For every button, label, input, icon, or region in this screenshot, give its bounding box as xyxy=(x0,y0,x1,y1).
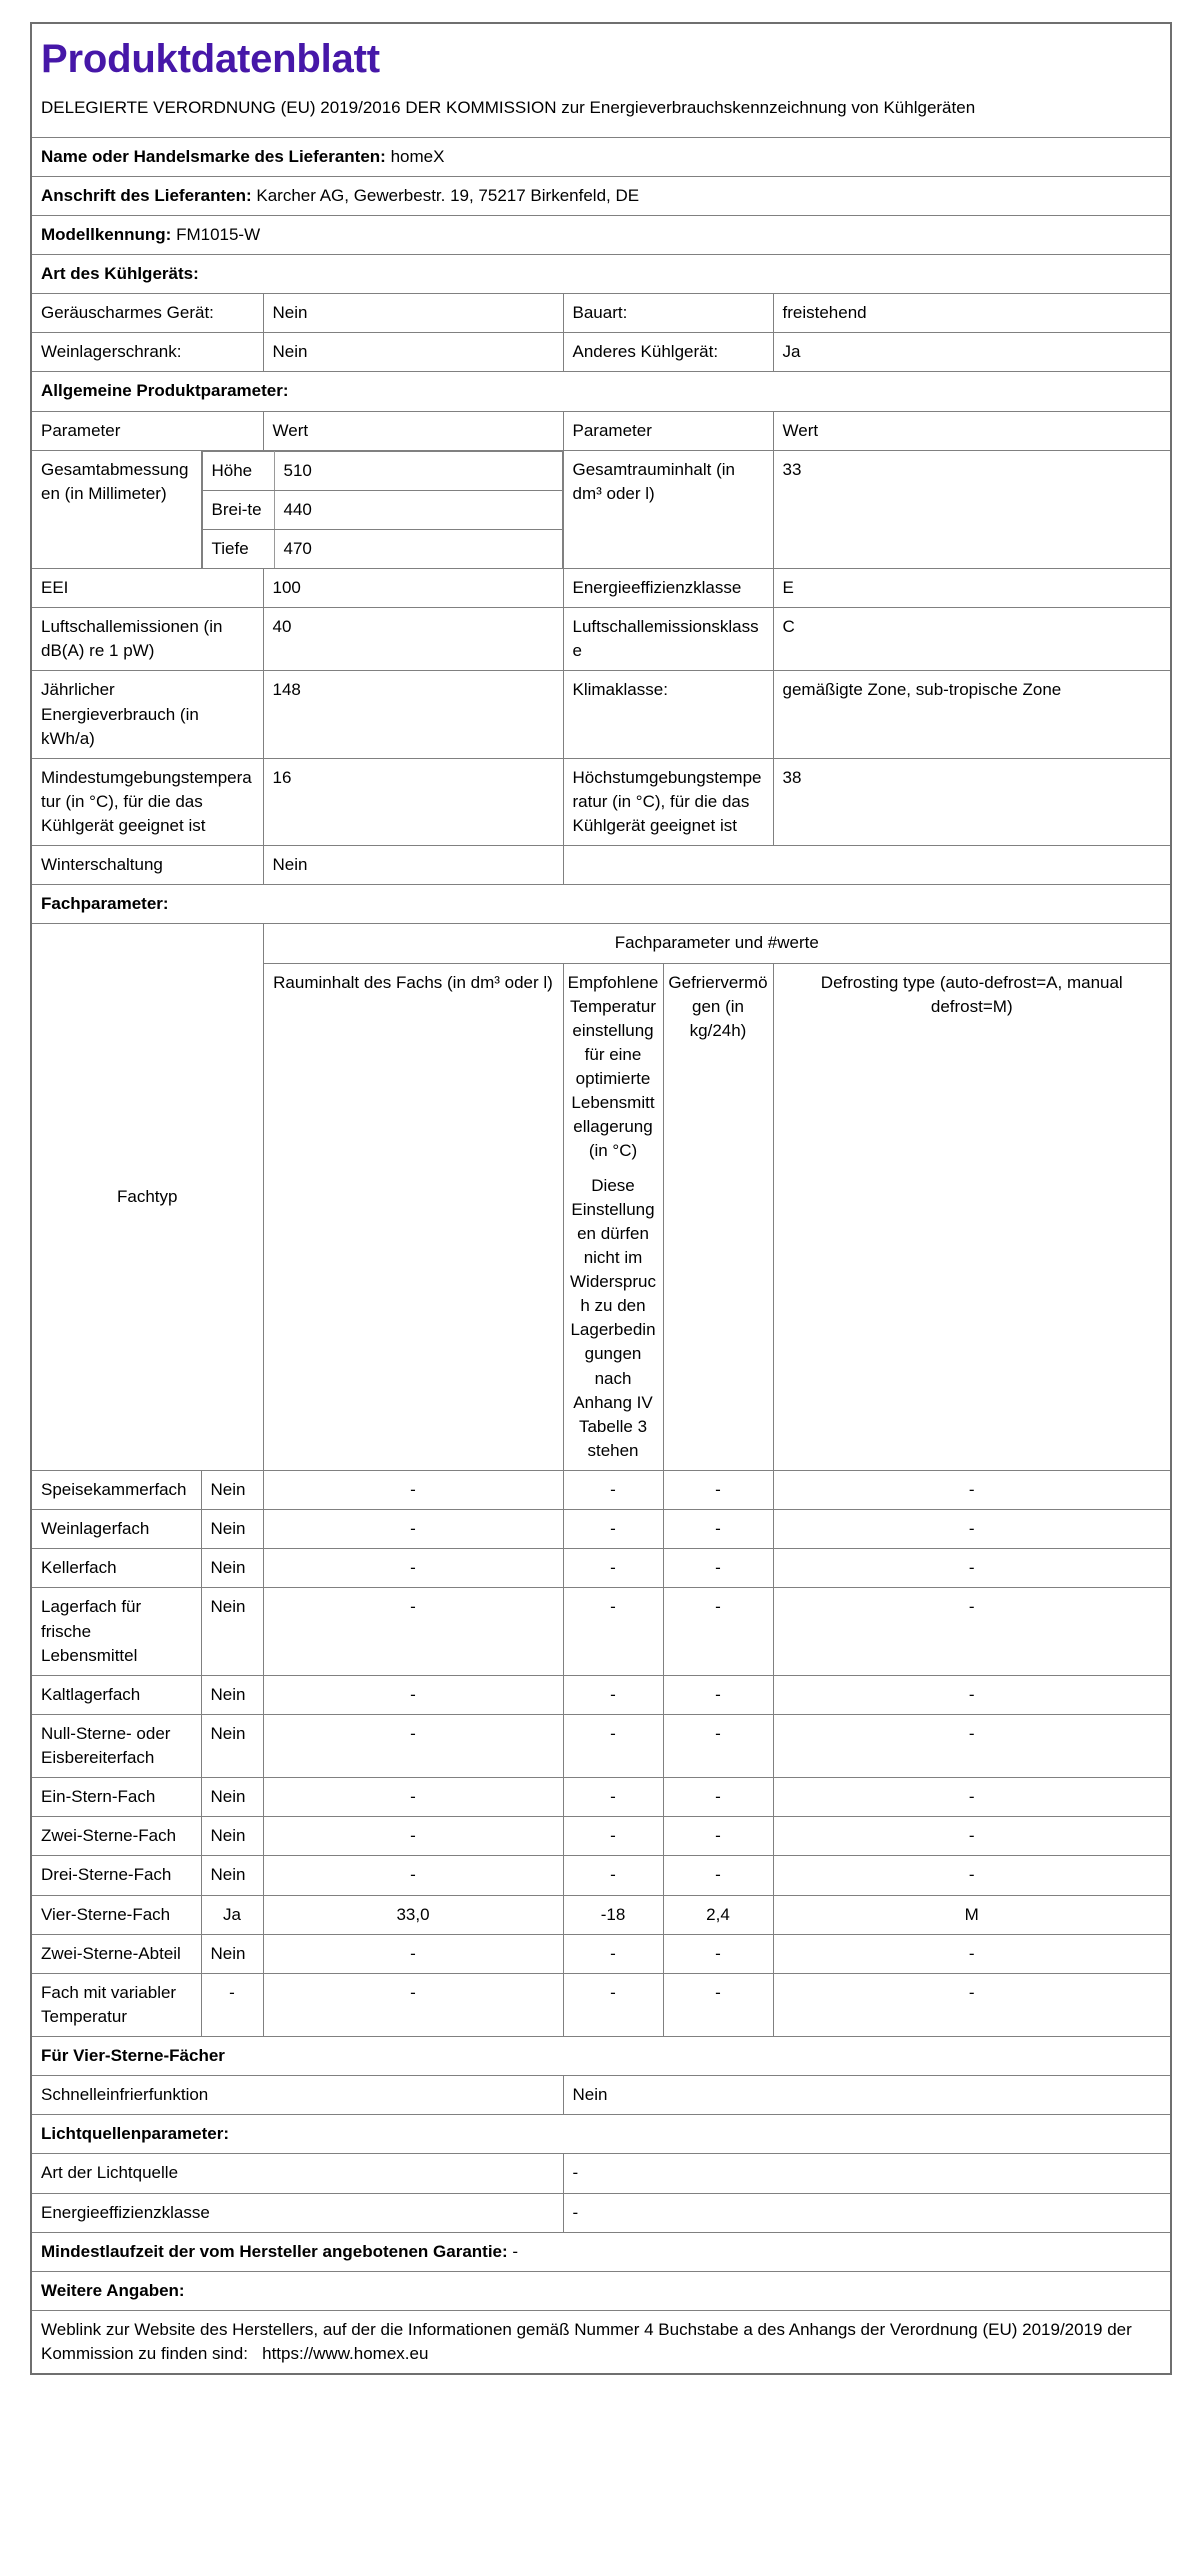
appliance-type-row-0 xyxy=(31,294,1171,333)
compartment-temperature: - xyxy=(563,1471,663,1510)
warranty-cell xyxy=(31,2232,1171,2271)
compartment-type: Lagerfach für frische Lebensmittel xyxy=(31,1588,201,1675)
compartment-present: - xyxy=(201,1973,263,2036)
table-row xyxy=(31,1471,1171,1510)
col-header-parameter-right: Parameter xyxy=(563,411,773,450)
compartment-defrost: - xyxy=(773,1549,1171,1588)
other-appliance-label: Anderes Kühlgerät: xyxy=(563,333,773,372)
compartment-temperature: -18 xyxy=(563,1895,663,1934)
compartment-header-volume: Rauminhalt des Fachs (in dm³ oder l) xyxy=(263,963,563,1471)
compartment-present: Nein xyxy=(201,1934,263,1973)
dimensions-label: Gesamtabmessungen (in Millimeter) xyxy=(31,450,201,568)
compartment-volume: 33,0 xyxy=(263,1895,563,1934)
other-appliance-value: Ja xyxy=(773,333,1171,372)
dimensions-subtable xyxy=(202,451,563,568)
table-row xyxy=(31,1549,1171,1588)
compartment-volume: - xyxy=(263,1510,563,1549)
table-row xyxy=(31,1778,1171,1817)
page-title: Produktdatenblatt xyxy=(41,37,380,81)
compartment-freezing: - xyxy=(663,1778,773,1817)
compartment-temperature: - xyxy=(563,1934,663,1973)
compartment-defrost: - xyxy=(773,1817,1171,1856)
table-row xyxy=(31,1856,1171,1895)
warranty-label: Mindestlaufzeit der vom Hersteller angebotenen Garantie: xyxy=(41,2241,508,2261)
table-row xyxy=(31,1973,1171,2036)
table-row xyxy=(31,1817,1171,1856)
energy-class-label: Energieeffizienzklasse xyxy=(563,569,773,608)
compartment-volume: - xyxy=(263,1778,563,1817)
title-row xyxy=(31,23,1171,137)
compartment-type: Zwei-Sterne-Abteil xyxy=(31,1934,201,1973)
compartment-temperature: - xyxy=(563,1817,663,1856)
compartment-type: Null-Sterne- oder Eisbereiterfach xyxy=(31,1714,201,1777)
general-params-section-header xyxy=(31,372,1171,411)
compartment-section-header xyxy=(31,885,1171,924)
manufacturer-weblink[interactable]: https://www.homex.eu xyxy=(252,2344,429,2364)
dimension-value-hoehe: 510 xyxy=(274,451,562,490)
model-cell xyxy=(31,215,1171,254)
compartment-type: Fach mit variabler Temperatur xyxy=(31,1973,201,2036)
compartment-freezing: - xyxy=(663,1471,773,1510)
compartment-temperature: - xyxy=(563,1778,663,1817)
total-volume-value: 33 xyxy=(773,450,1171,568)
noise-emission-label: Luftschallemissionen (in dB(A) re 1 pW) xyxy=(31,608,263,671)
dimension-row-hoehe xyxy=(202,451,562,490)
compartment-header-freezing: Gefriervermögen (in kg/24h) xyxy=(663,963,773,1471)
compartment-defrost: - xyxy=(773,1856,1171,1895)
compartment-type: Ein-Stern-Fach xyxy=(31,1778,201,1817)
compartment-type: Kaltlagerfach xyxy=(31,1675,201,1714)
additional-section-header xyxy=(31,2271,1171,2310)
wine-cabinet-value: Nein xyxy=(263,333,563,372)
fast-freeze-row xyxy=(31,2076,1171,2115)
header-spacer xyxy=(568,1164,659,1174)
compartment-freezing: - xyxy=(663,1856,773,1895)
table-row xyxy=(31,1588,1171,1675)
noise-class-value: C xyxy=(773,608,1171,671)
energy-class-value: E xyxy=(773,569,1171,608)
wine-cabinet-label: Weinlagerschrank: xyxy=(31,333,263,372)
light-source-class-label: Energieeffizienzklasse xyxy=(31,2193,563,2232)
fast-freeze-label: Schnelleinfrierfunktion xyxy=(31,2076,563,2115)
table-row xyxy=(31,1675,1171,1714)
compartment-temperature: - xyxy=(563,1549,663,1588)
supplier-name-row xyxy=(31,137,1171,176)
dimensions-subtable-cell xyxy=(201,450,563,568)
light-source-type-row xyxy=(31,2154,1171,2193)
compartment-volume: - xyxy=(263,1856,563,1895)
col-header-value-left: Wert xyxy=(263,411,563,450)
total-volume-label: Gesamtrauminhalt (in dm³ oder l) xyxy=(563,450,773,568)
annual-energy-label: Jährlicher Energieverbrauch (in kWh/a) xyxy=(31,671,263,758)
compartment-freezing: - xyxy=(663,1973,773,2036)
supplier-address-label: Anschrift des Lieferanten: xyxy=(41,185,252,205)
annual-energy-value: 148 xyxy=(263,671,563,758)
light-source-section-title: Lichtquellenparameter: xyxy=(31,2115,1171,2154)
light-source-type-value: - xyxy=(563,2154,1171,2193)
four-star-section-header xyxy=(31,2037,1171,2076)
supplier-name-cell xyxy=(31,137,1171,176)
table-row xyxy=(31,1510,1171,1549)
weblink-description: Weblink zur Website des Herstellers, auf der die Informationen gemäß Nummer 4 Buchstabe a des Anhangs der Verordnung (EU) 2019/2019 der Kommission zu finden sind: xyxy=(41,2319,1132,2364)
compartment-header-temperature xyxy=(563,963,663,1471)
table-row xyxy=(31,1714,1171,1777)
compartment-defrost: - xyxy=(773,1934,1171,1973)
general-param-row-winter xyxy=(31,846,1171,885)
appliance-type-section-title: Art des Kühlgeräts: xyxy=(31,255,1171,294)
dimension-row-breite xyxy=(202,490,562,529)
eei-value: 100 xyxy=(263,569,563,608)
weblink-cell xyxy=(31,2310,1171,2374)
compartment-group-header-row xyxy=(31,924,1171,963)
climate-class-label: Klimaklasse: xyxy=(563,671,773,758)
compartment-section-title: Fachparameter: xyxy=(31,885,1171,924)
dimension-label-hoehe: Höhe xyxy=(202,451,274,490)
light-source-section-header xyxy=(31,2115,1171,2154)
compartment-freezing: - xyxy=(663,1549,773,1588)
warranty-value: - xyxy=(512,2241,519,2261)
compartment-type: Kellerfach xyxy=(31,1549,201,1588)
compartment-freezing: - xyxy=(663,1510,773,1549)
additional-section-title: Weitere Angaben: xyxy=(31,2271,1171,2310)
compartment-temperature: - xyxy=(563,1973,663,2036)
compartment-temperature: - xyxy=(563,1588,663,1675)
compartment-present: Nein xyxy=(201,1675,263,1714)
compartment-header-temperature-note: Diese Einstellungen dürfen nicht im Widerspruch zu den Lagerbedingungen nach Anhang IV Tabelle 3 stehen xyxy=(570,1175,656,1460)
general-params-section-title: Allgemeine Produktparameter: xyxy=(31,372,1171,411)
compartment-freezing: - xyxy=(663,1588,773,1675)
general-param-row-energy xyxy=(31,671,1171,758)
compartment-present: Nein xyxy=(201,1549,263,1588)
compartment-temperature: - xyxy=(563,1675,663,1714)
regulation-subtitle: DELEGIERTE VERORDNUNG (EU) 2019/2016 DER KOMMISSION zur Energieverbrauchskennzeichnung von Kühlgeräten xyxy=(41,98,976,117)
supplier-address-value: Karcher AG, Gewerbestr. 19, 75217 Birkenfeld, DE xyxy=(256,185,640,205)
product-datasheet-table xyxy=(30,22,1172,2375)
compartment-temperature: - xyxy=(563,1856,663,1895)
min-ambient-label: Mindestumgebungstemperatur (in °C), für die das Kühlgerät geeignet ist xyxy=(31,758,263,845)
supplier-name-label: Name oder Handelsmarke des Lieferanten: xyxy=(41,146,386,166)
supplier-address-cell xyxy=(31,176,1171,215)
compartment-volume: - xyxy=(263,1934,563,1973)
compartment-defrost: - xyxy=(773,1973,1171,2036)
climate-class-value: gemäßigte Zone, sub-tropische Zone xyxy=(773,671,1171,758)
four-star-section-title: Für Vier-Sterne-Fächer xyxy=(31,2037,1171,2076)
light-source-type-label: Art der Lichtquelle xyxy=(31,2154,563,2193)
compartment-present: Ja xyxy=(201,1895,263,1934)
compartment-defrost: - xyxy=(773,1675,1171,1714)
weblink-row xyxy=(31,2310,1171,2374)
compartment-volume: - xyxy=(263,1549,563,1588)
compartment-freezing: - xyxy=(663,1817,773,1856)
compartment-type: Drei-Sterne-Fach xyxy=(31,1856,201,1895)
compartment-freezing: 2,4 xyxy=(663,1895,773,1934)
general-param-row-noise xyxy=(31,608,1171,671)
compartment-freezing: - xyxy=(663,1934,773,1973)
compartment-type: Zwei-Sterne-Fach xyxy=(31,1817,201,1856)
compartment-present: Nein xyxy=(201,1471,263,1510)
compartment-header-temperature-main: Empfohlene Temperatureinstellung für eine optimierte Lebensmittellagerung (in °C) xyxy=(567,972,659,1161)
compartment-defrost: - xyxy=(773,1778,1171,1817)
compartment-group-header: Fachparameter und #werte xyxy=(263,924,1171,963)
compartment-temperature: - xyxy=(563,1714,663,1777)
compartment-present: Nein xyxy=(201,1817,263,1856)
col-header-value-right: Wert xyxy=(773,411,1171,450)
model-value: FM1015-W xyxy=(176,224,261,244)
compartment-present: Nein xyxy=(201,1588,263,1675)
compartment-volume: - xyxy=(263,1471,563,1510)
compartment-header-type: Fachtyp xyxy=(31,924,263,1471)
noise-class-label: Luftschallemissionsklasse xyxy=(563,608,773,671)
compartment-volume: - xyxy=(263,1675,563,1714)
compartment-defrost: - xyxy=(773,1510,1171,1549)
compartment-type: Weinlagerfach xyxy=(31,1510,201,1549)
eei-label: EEI xyxy=(31,569,263,608)
noise-emission-value: 40 xyxy=(263,608,563,671)
general-params-header-row xyxy=(31,411,1171,450)
min-ambient-value: 16 xyxy=(263,758,563,845)
supplier-address-row xyxy=(31,176,1171,215)
appliance-type-section-header xyxy=(31,255,1171,294)
winter-setting-label: Winterschaltung xyxy=(31,846,263,885)
compartment-volume: - xyxy=(263,1973,563,2036)
compartment-temperature: - xyxy=(563,1510,663,1549)
winter-setting-empty xyxy=(563,846,1171,885)
light-source-class-row xyxy=(31,2193,1171,2232)
dimension-value-tiefe: 470 xyxy=(274,529,562,568)
compartment-present: Nein xyxy=(201,1856,263,1895)
low-noise-label: Geräuscharmes Gerät: xyxy=(31,294,263,333)
model-row xyxy=(31,215,1171,254)
compartment-defrost: - xyxy=(773,1588,1171,1675)
warranty-row xyxy=(31,2232,1171,2271)
compartment-freezing: - xyxy=(663,1714,773,1777)
construction-value: freistehend xyxy=(773,294,1171,333)
compartment-present: Nein xyxy=(201,1714,263,1777)
compartment-present: Nein xyxy=(201,1778,263,1817)
dimension-label-tiefe: Tiefe xyxy=(202,529,274,568)
dimension-label-breite: Brei-te xyxy=(202,490,274,529)
table-row xyxy=(31,1895,1171,1934)
general-param-row-ambient xyxy=(31,758,1171,845)
compartment-defrost: M xyxy=(773,1895,1171,1934)
table-row xyxy=(31,1934,1171,1973)
model-label: Modellkennung: xyxy=(41,224,172,244)
compartment-type: Vier-Sterne-Fach xyxy=(31,1895,201,1934)
compartment-volume: - xyxy=(263,1714,563,1777)
light-source-class-value: - xyxy=(563,2193,1171,2232)
dimension-value-breite: 440 xyxy=(274,490,562,529)
compartment-volume: - xyxy=(263,1588,563,1675)
title-cell xyxy=(31,23,1171,137)
fast-freeze-value: Nein xyxy=(563,2076,1171,2115)
compartment-defrost: - xyxy=(773,1471,1171,1510)
winter-setting-value: Nein xyxy=(263,846,563,885)
col-header-parameter-left: Parameter xyxy=(31,411,263,450)
max-ambient-value: 38 xyxy=(773,758,1171,845)
compartment-type: Speisekammerfach xyxy=(31,1471,201,1510)
compartment-header-defrosting: Defrosting type (auto-defrost=A, manual defrost=M) xyxy=(773,963,1171,1471)
dimension-row-tiefe xyxy=(202,529,562,568)
low-noise-value: Nein xyxy=(263,294,563,333)
general-param-row-eei xyxy=(31,569,1171,608)
dimensions-row xyxy=(31,450,1171,568)
construction-label: Bauart: xyxy=(563,294,773,333)
supplier-name-value: homeX xyxy=(390,146,445,166)
max-ambient-label: Höchstumgebungstemperatur (in °C), für die das Kühlgerät geeignet ist xyxy=(563,758,773,845)
compartment-defrost: - xyxy=(773,1714,1171,1777)
compartment-volume: - xyxy=(263,1817,563,1856)
appliance-type-row-1 xyxy=(31,333,1171,372)
compartment-freezing: - xyxy=(663,1675,773,1714)
compartment-present: Nein xyxy=(201,1510,263,1549)
